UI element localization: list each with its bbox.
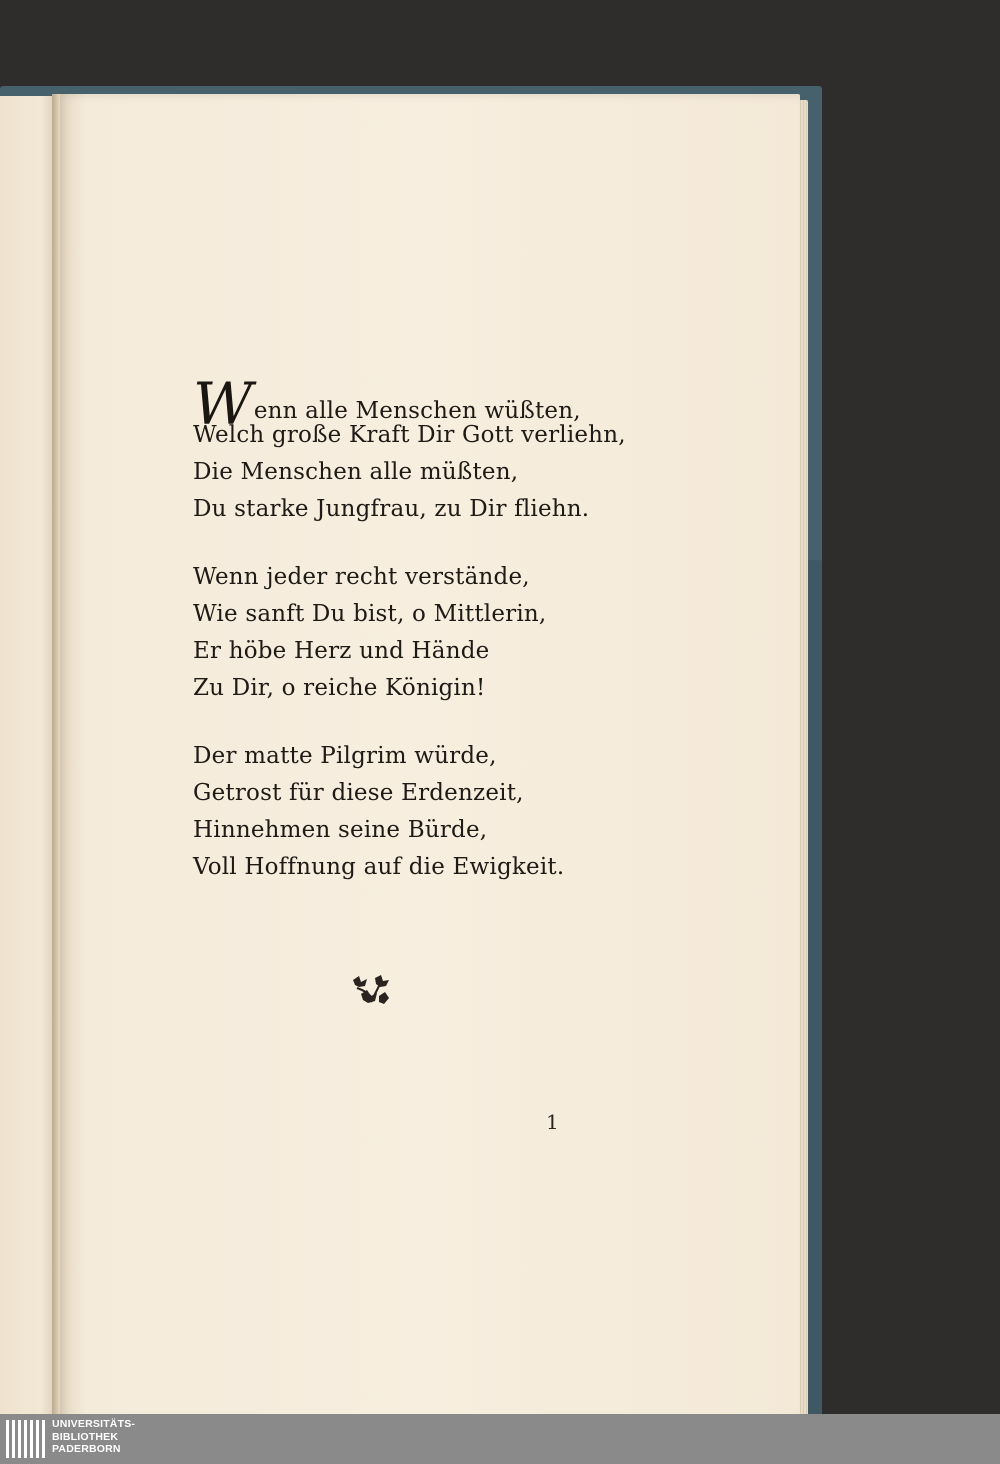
- poem-line-text: enn alle Menschen wüßten,: [253, 398, 581, 424]
- stanza-2: [193, 559, 713, 707]
- library-name-line: PADERBORN: [52, 1443, 121, 1455]
- poem-line: Welch große Kraft Dir Gott verliehn,: [193, 422, 626, 448]
- poem-line: Voll Hoffnung auf die Ewigkeit.: [193, 854, 565, 880]
- library-name: [52, 1418, 135, 1456]
- floral-ornament-icon: [349, 974, 393, 1008]
- poem-line: Hinnehmen seine Bürde,: [193, 817, 488, 843]
- poem-line: Zu Dir, o reiche Königin!: [193, 675, 486, 701]
- drop-cap: W: [193, 370, 253, 438]
- left-page: [0, 96, 58, 1414]
- poem-line: Getrost für diese Erdenzeit,: [193, 780, 524, 806]
- library-logo-icon: [4, 1418, 48, 1460]
- library-name-line: UNIVERSITÄTS-: [52, 1418, 136, 1430]
- page-number: 1: [546, 1110, 559, 1134]
- book-gutter: [52, 94, 60, 1414]
- poem: [193, 370, 713, 917]
- poem-line: Du starke Jungfrau, zu Dir fliehn.: [193, 496, 590, 522]
- poem-line: Wie sanft Du bist, o Mittlerin,: [193, 601, 547, 627]
- poem-line: Der matte Pilgrim würde,: [193, 743, 497, 769]
- poem-line: Die Menschen alle müßten,: [193, 459, 519, 485]
- stanza-3: [193, 738, 713, 886]
- library-footer: [0, 1414, 1000, 1464]
- poem-line: Wenn jeder recht verstände,: [193, 564, 530, 590]
- library-name-line: BIBLIOTHEK: [52, 1430, 119, 1443]
- stanza-1: [193, 370, 713, 528]
- poem-line: Er höbe Herz und Hände: [193, 638, 490, 664]
